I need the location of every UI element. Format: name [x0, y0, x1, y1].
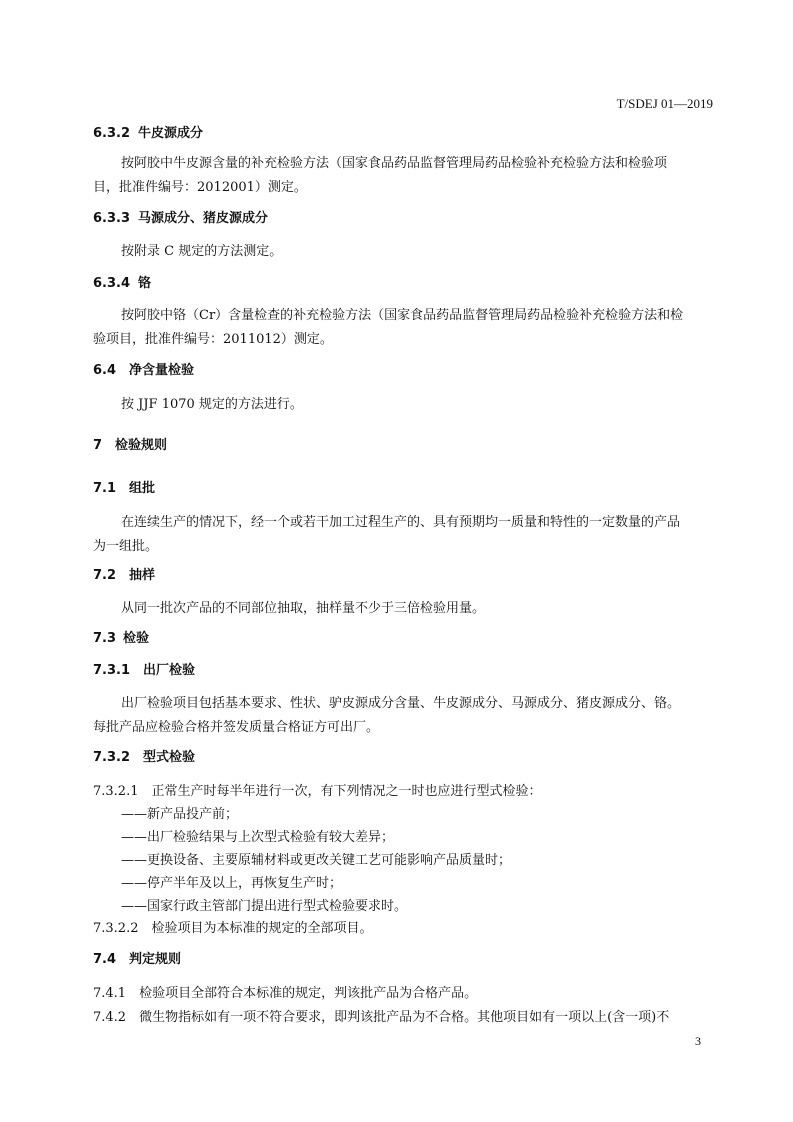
paragraph-line: 出厂检验项目包括基本要求、性状、驴皮源成分含量、牛皮源成分、马源成分、猪皮源成分、铬。	[121, 696, 681, 711]
section-heading-7-3: 7.3 检验	[93, 631, 150, 646]
section-heading-6-3-3: 6.3.3 马源成分、猪皮源成分	[93, 211, 269, 226]
paragraph-line: 从同一批次产品的不同部位抽取，抽样量不少于三倍检验用量。	[121, 601, 486, 616]
paragraph-line: 按阿胶中牛皮源含量的补充检验方法（国家食品药品监督管理局药品检验补充检验方法和检验项	[121, 156, 668, 171]
paragraph-line: 在连续生产的情况下，经一个或若干加工过程生产的、具有预期均一质量和特性的一定数量的产品	[121, 515, 681, 530]
paragraph-line: 7.4.2 微生物指标如有一项不符合要求，即判该批产品为不合格。其他项目如有一项以上(含一项)不	[93, 1010, 670, 1025]
section-heading-6-3-4: 6.3.4 铬	[93, 276, 152, 291]
paragraph-line: 为一组批。	[93, 539, 159, 554]
section-heading-7-4: 7.4 判定规则	[93, 952, 182, 967]
paragraph-line: 每批产品应检验合格并签发质量合格证方可出厂。	[93, 720, 380, 735]
section-heading-7-1: 7.1 组批	[93, 481, 156, 496]
section-heading-7-2: 7.2 抽样	[93, 568, 156, 583]
paragraph-line: 按 JJF 1070 规定的方法进行。	[121, 397, 303, 412]
section-heading-7-3-2: 7.3.2 型式检验	[93, 750, 196, 765]
list-item: ——停产半年及以上，再恢复生产时；	[121, 876, 343, 891]
paragraph-line: 7.3.2.2 检验项目为本标准的规定的全部项目。	[93, 921, 373, 936]
list-item: ——更换设备、主要原辅材料或更改关键工艺可能影响产品质量时；	[121, 853, 512, 868]
list-item: ——出厂检验结果与上次型式检验有较大差异；	[121, 830, 395, 845]
page-number: 3	[695, 1034, 701, 1048]
section-heading-7-3-1: 7.3.1 出厂检验	[93, 663, 196, 678]
paragraph-line: 目，批准件编号：2012001）测定。	[93, 180, 307, 195]
section-heading-6-3-2: 6.3.2 牛皮源成分	[93, 126, 204, 141]
section-heading-6-4: 6.4 净含量检验	[93, 363, 195, 378]
paragraph-line: 按阿胶中铬（Cr）含量检查的补充检验方法（国家食品药品监督管理局药品检验补充检验方法和检	[121, 308, 684, 323]
section-heading-7: 7 检验规则	[93, 438, 168, 453]
paragraph-line: 7.4.1 检验项目全部符合本标准的规定，判该批产品为合格产品。	[93, 986, 478, 1001]
document-code: T/SDEJ 01—2019	[616, 96, 713, 111]
list-item: ——国家行政主管部门提出进行型式检验要求时。	[121, 899, 408, 914]
paragraph-line: 验项目，批准件编号：2011012）测定。	[93, 332, 333, 347]
list-item: ——新产品投产前；	[121, 807, 239, 822]
paragraph-line: 7.3.2.1 正常生产时每半年进行一次，有下列情况之一时也应进行型式检验：	[93, 784, 542, 799]
paragraph-line: 按附录 C 规定的方法测定。	[121, 244, 283, 259]
